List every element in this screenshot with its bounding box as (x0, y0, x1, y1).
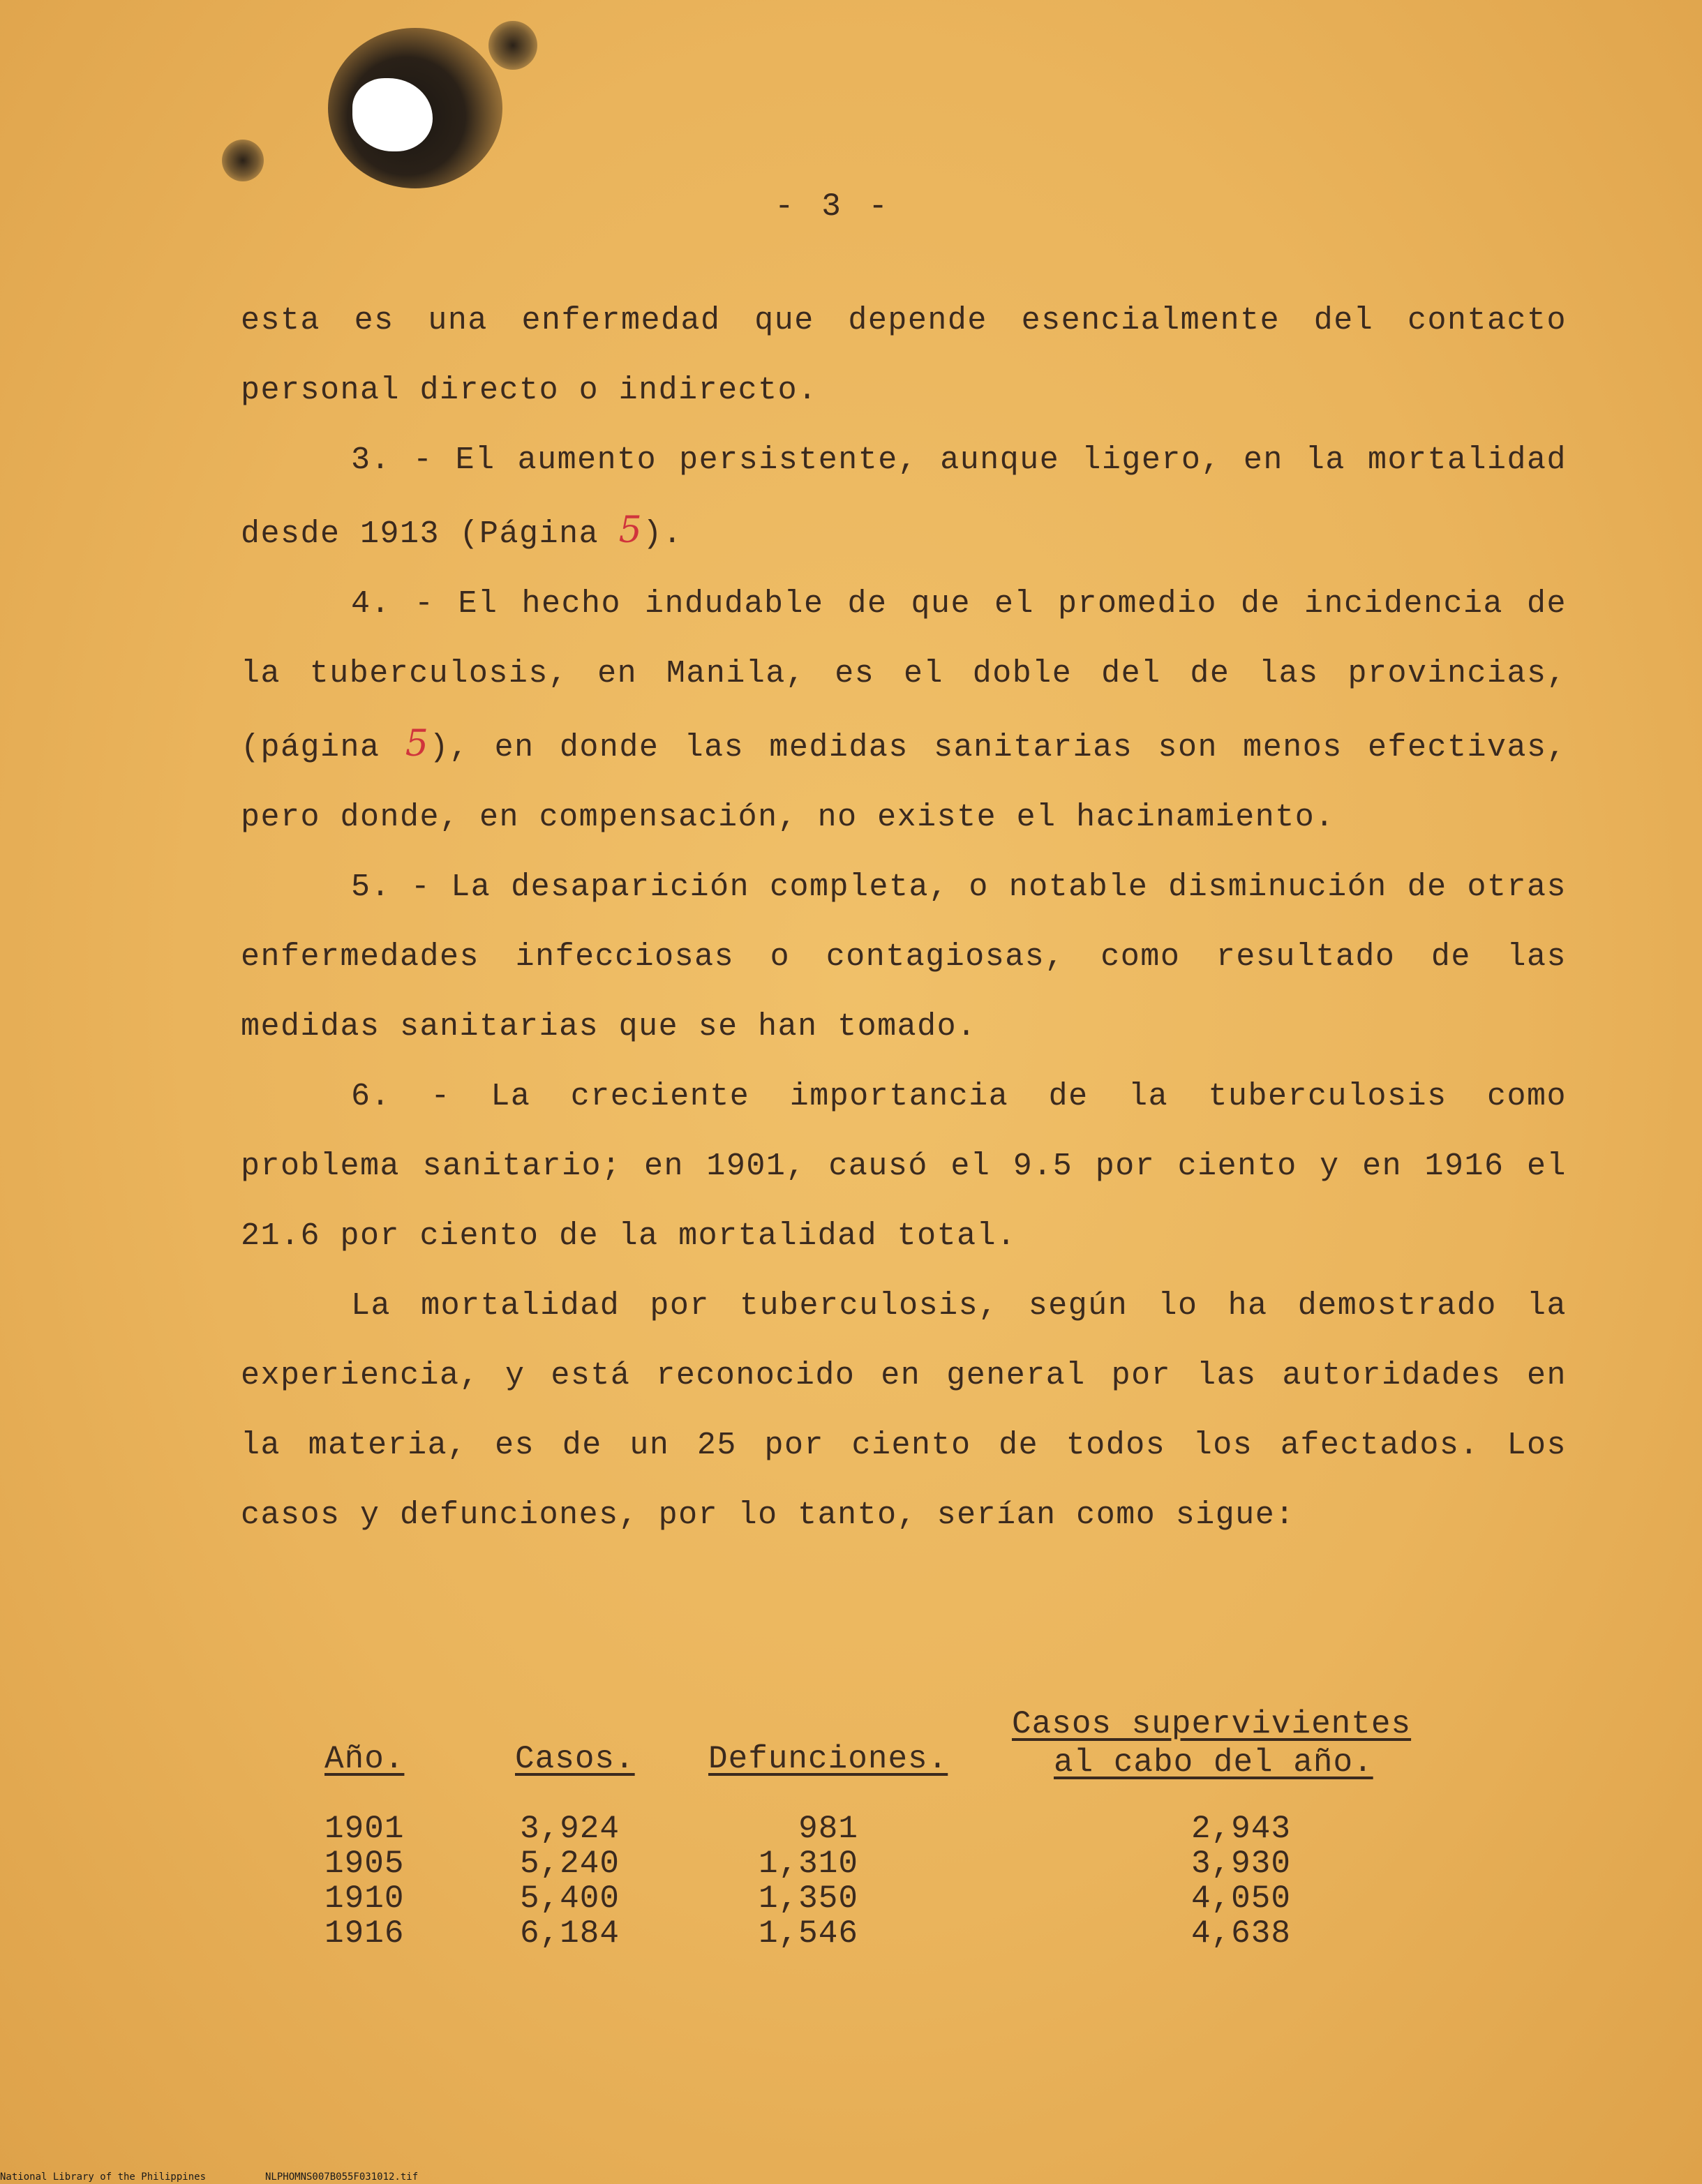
cell-cases: 5,400 (519, 1880, 620, 1917)
header-deaths: Defunciones. (708, 1741, 948, 1777)
header-year: Año. (324, 1741, 405, 1777)
cell-deaths: 1,546 (758, 1915, 858, 1952)
cell-cases: 5,240 (519, 1846, 620, 1882)
cell-cases: 3,924 (519, 1811, 620, 1847)
paragraph-text: 4. - El hecho indudable de que el promedio de incidencia de la tuberculosis, en Manila, es el doble del de las provincias, (página (241, 586, 1567, 765)
cell-year: 1905 (324, 1846, 405, 1882)
paragraph-mortality: La mortalidad por tuberculosis, según lo ha demostrado la experiencia, y está reconocido en general por las autoridades en la materia, es de un 25 por ciento de todos los afectados. Los casos y defunciones, por lo tanto, serían como sigue: (241, 1288, 1567, 1533)
header-survivors-line1: Casos supervivientes (1012, 1706, 1412, 1742)
page-number: - 3 - (775, 188, 893, 225)
paragraph-text: 3. - El aumento persistente, aunque ligero, en la mortalidad desde 1913 (Página (241, 442, 1567, 552)
paragraph-continuation: esta es una enfermedad que depende esencialmente del contacto personal directo o indirecto. (241, 303, 1567, 408)
footer-library: National Library of the Philippines (0, 2171, 207, 2183)
cell-year: 1901 (324, 1811, 405, 1847)
cell-cases: 6,184 (519, 1915, 620, 1952)
cell-survivors: 4,050 (1190, 1880, 1291, 1917)
cell-survivors: 2,943 (1190, 1811, 1291, 1847)
cell-deaths: 981 (798, 1811, 858, 1847)
cell-survivors: 4,638 (1190, 1915, 1291, 1952)
handwritten-page-ref: 5 (405, 723, 430, 765)
cell-year: 1910 (324, 1880, 405, 1917)
header-survivors-line2: al cabo del año. (1054, 1744, 1373, 1781)
paragraph-text: ). (643, 516, 683, 552)
cell-year: 1916 (324, 1915, 405, 1952)
paragraph-point-6: 6. - La creciente importancia de la tuberculosis como problema sanitario; en 1901, causó el 9.5 por ciento y en 1916 el 21.6 por ciento de la mortalidad total. (241, 1079, 1567, 1254)
cell-deaths: 1,350 (758, 1880, 858, 1917)
paragraph-text: ), en donde las medidas sanitarias son menos efectivas, pero donde, en compensación, no existe el hacinamiento. (241, 730, 1567, 835)
paragraph-point-5: 5. - La desaparición completa, o notable disminución de otras enfermedades infecciosas o contagiosas, como resultado de las medidas sanitarias que se han tomado. (241, 869, 1567, 1045)
header-cases: Casos. (515, 1741, 635, 1777)
cell-survivors: 3,930 (1190, 1846, 1291, 1882)
cell-deaths: 1,310 (758, 1846, 858, 1882)
handwritten-page-ref: 5 (618, 509, 643, 551)
footer-filename: NLPHOMNS007B055F031012.tif (265, 2171, 419, 2183)
